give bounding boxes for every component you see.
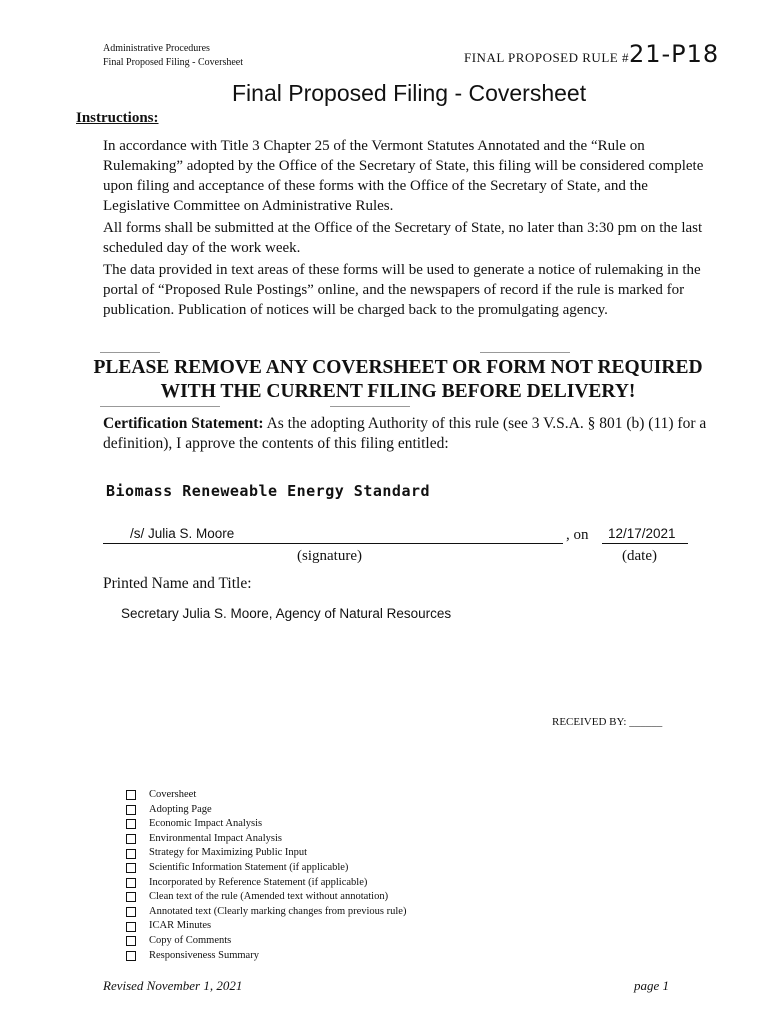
certification-text: As the adopting Authority of this rule (see 3 V.S.A. § 801 (b) (11) for a definition), I approve the contents of this filing entitled: xyxy=(103,415,707,452)
checklist-item-label: Economic Impact Analysis xyxy=(149,818,263,830)
instruction-paragraph: The data provided in text areas of these forms will be used to generate a notice of rulemaking in the portal of “Proposed Rule Postings” online, and the newspapers of record if the rule is marked for publication. Publication of notices will be charged back to the promulgating agency. xyxy=(103,262,701,318)
checklist-item xyxy=(126,861,406,876)
checkbox-icon[interactable] xyxy=(126,790,136,800)
printed-name-value: Secretary Julia S. Moore, Agency of Natural Resources xyxy=(121,606,452,621)
checkbox-icon[interactable] xyxy=(126,805,136,815)
received-by xyxy=(552,716,662,728)
instructions-body xyxy=(103,136,715,321)
date-line xyxy=(602,526,688,544)
checkbox-icon[interactable] xyxy=(126,936,136,946)
scan-artifact xyxy=(330,406,410,407)
checklist-item-label: Adopting Page xyxy=(149,803,212,815)
rule-number-label: FINAL PROPOSED RULE # xyxy=(464,50,629,65)
checklist-item-label: Incorporated by Reference Statement (if applicable) xyxy=(149,876,368,888)
filing-checklist xyxy=(126,788,406,963)
document-header xyxy=(103,42,243,70)
checkbox-icon[interactable] xyxy=(126,834,136,844)
revised-date: Revised November 1, 2021 xyxy=(103,978,243,993)
scan-artifact xyxy=(480,352,570,353)
checkbox-icon[interactable] xyxy=(126,907,136,917)
checklist-item xyxy=(126,846,406,861)
checklist-item-label: Responsiveness Summary xyxy=(149,949,259,961)
date-caption: (date) xyxy=(622,548,657,564)
checklist-item xyxy=(126,788,406,803)
instructions-heading: Instructions: xyxy=(76,110,159,126)
checkbox-icon[interactable] xyxy=(126,863,136,873)
checklist-item xyxy=(126,919,406,934)
date-value: 12/17/2021 xyxy=(608,526,676,541)
received-by-label: RECEIVED BY: xyxy=(552,716,627,728)
signature-line xyxy=(103,526,563,544)
checklist-item xyxy=(126,876,406,891)
checklist-item-label: Strategy for Maximizing Public Input xyxy=(149,847,308,859)
checklist-item xyxy=(126,832,406,847)
checklist-item xyxy=(126,890,406,905)
page-number: page 1 xyxy=(634,978,670,993)
signature-value: /s/ Julia S. Moore xyxy=(130,526,235,541)
printed-name-label: Printed Name and Title: xyxy=(103,575,252,592)
checklist-item-label: Environmental Impact Analysis xyxy=(149,832,282,844)
checklist-item xyxy=(126,949,406,964)
received-by-value: ______ xyxy=(629,716,663,728)
rule-number-block xyxy=(464,40,719,68)
scan-artifact xyxy=(100,406,220,407)
header-line-2: Final Proposed Filing - Coversheet xyxy=(103,57,243,68)
checklist-item-label: Copy of Comments xyxy=(149,934,232,946)
checklist-item xyxy=(126,817,406,832)
checkbox-icon[interactable] xyxy=(126,922,136,932)
scan-artifact xyxy=(100,352,160,353)
checkbox-icon[interactable] xyxy=(126,951,136,961)
checklist-item xyxy=(126,905,406,920)
checkbox-icon[interactable] xyxy=(126,878,136,888)
certification-statement xyxy=(103,414,713,454)
checklist-item xyxy=(126,803,406,818)
instruction-paragraph: In accordance with Title 3 Chapter 25 of the Vermont Statutes Annotated and the “Rule on Rulemaking” adopted by the Office of the Secretary of State, this filing will be considered complete upon filing and acceptance of these forms with the Office of the Secretary of State, and the Legislative Committee on Administrative Rules. xyxy=(103,138,704,214)
signature-caption: (signature) xyxy=(297,548,362,564)
checklist-item-label: Coversheet xyxy=(149,789,197,800)
checklist-item-label: Clean text of the rule (Amended text without annotation) xyxy=(149,891,389,903)
header-line-1: Administrative Procedures xyxy=(103,43,210,54)
checkbox-icon[interactable] xyxy=(126,849,136,859)
certification-label: Certification Statement: xyxy=(103,415,264,432)
checklist-item xyxy=(126,934,406,949)
date-on-label: , on xyxy=(566,527,589,543)
rule-number-handwritten: 21-P18 xyxy=(628,40,720,68)
checklist-item-label: Annotated text (Clearly marking changes from previous rule) xyxy=(149,905,407,917)
checkbox-icon[interactable] xyxy=(126,819,136,829)
filing-title: Biomass Reneweable Energy Standard xyxy=(106,482,431,500)
removal-warning: PLEASE REMOVE ANY COVERSHEET OR FORM NOT REQUIRED WITH THE CURRENT FILING BEFORE DELIVERY! xyxy=(93,357,703,402)
page-title: Final Proposed Filing - Coversheet xyxy=(232,80,587,106)
checkbox-icon[interactable] xyxy=(126,892,136,902)
instruction-paragraph: All forms shall be submitted at the Office of the Secretary of State, no later than 3:30 pm on the last scheduled day of the work week. xyxy=(103,220,703,256)
checklist-item-label: Scientific Information Statement (if applicable) xyxy=(149,861,349,873)
checklist-item-label: ICAR Minutes xyxy=(149,920,212,932)
